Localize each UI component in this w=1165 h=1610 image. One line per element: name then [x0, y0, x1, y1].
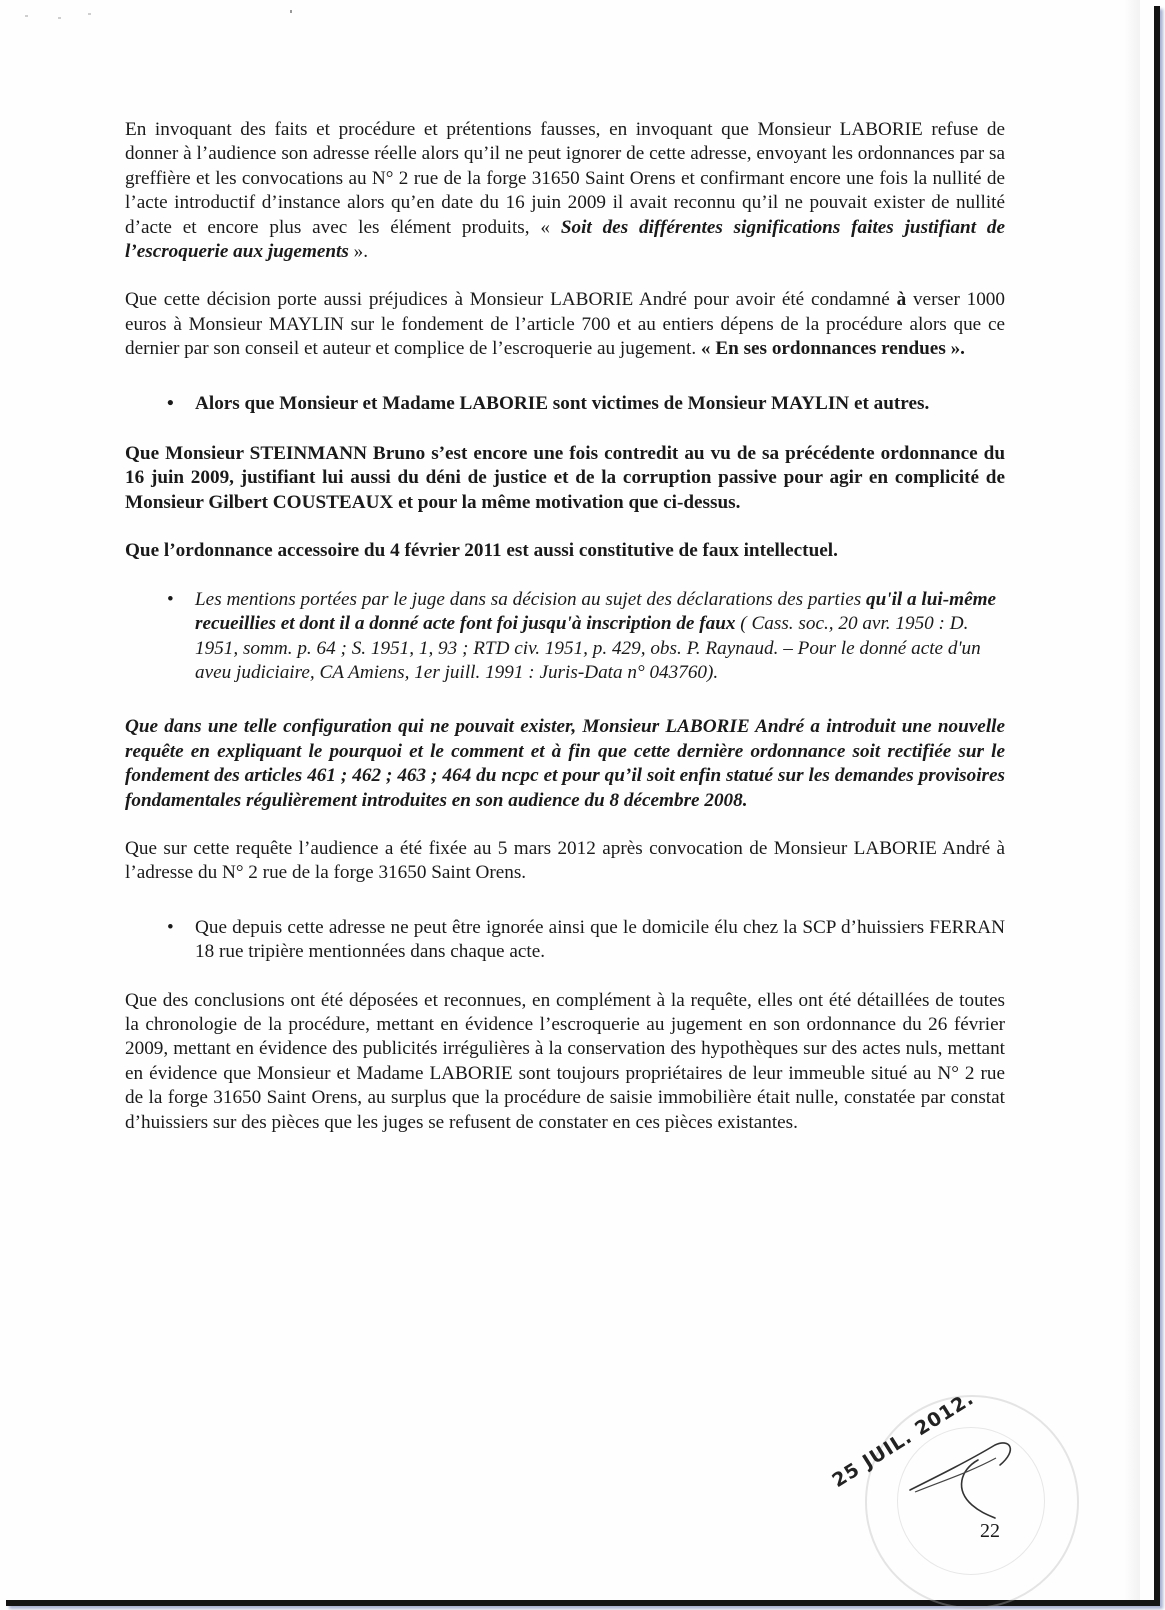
paragraph-1-emphasis: Soit des différentes significations faites justifiant de l’escroquerie aux jugements: [125, 216, 1005, 263]
bullet-item-3-text: Que depuis cette adresse ne peut être ignorée ainsi que le domicile élu chez la SCP d’huissiers FERRAN 18 rue tripière mentionnées dans chaque acte.: [195, 916, 1005, 963]
paragraph-2-text2: verser 1000 euros à Monsieur MAYLIN sur le fondement de l’article 700 et au entiers dépens de la procédure alors que ce dernier par son conseil et auteur et complice de l’escroquerie au jugement.: [125, 289, 1005, 360]
paragraph-1: [125, 118, 1005, 264]
scan-speck: [58, 17, 61, 19]
bullet-icon: •: [167, 392, 174, 414]
bullet-item-1: [125, 392, 1005, 416]
paragraph-2: [125, 288, 1005, 361]
paragraph-1-tail: ».: [348, 241, 369, 263]
scan-speck: [88, 13, 91, 15]
paragraph-7: Que des conclusions ont été déposées et reconnues, en complément à la requête, elles ont été détaillées de toutes la chronologie de la procédure, mettant en évidence l’escroquerie au jugement en son ordonnance du 26 février 2009, mettant en évidence des publicités irrégulières à la conservation des hypothèques sur des actes nuls, mettant en évidence que Monsieur et Madame LABORIE sont toujours propriétaires de leur immeuble situé au N° 2 rue de la forge 31650 Saint Orens, au surplus que la procédure de saisie immobilière était nulle, constatée par constat d’huissiers sur des pièces que les juges se refusent de constater en ces pièces existantes.: [125, 989, 1005, 1133]
paragraph-2-bold-a: à: [896, 289, 907, 311]
bullet-item-2-italic-start: Les mentions portées par le juge dans sa décision au sujet des déclarations des parties: [195, 588, 866, 610]
bullet-item-1-text: Alors que Monsieur et Madame LABORIE sont victimes de Monsieur MAYLIN et autres.: [195, 392, 930, 414]
document-body: [125, 118, 1005, 1159]
signature-icon: [900, 1430, 1020, 1520]
page-number: 22: [980, 1520, 1000, 1542]
page-edge-shading: [1124, 0, 1140, 1600]
scan-speck: [290, 10, 292, 13]
bullet-item-2-bold-italic: qu'il a lui-même recueillies et dont il a donné acte font foi jusqu'à inscription de faux: [195, 588, 997, 635]
bullet-icon: •: [167, 916, 174, 938]
received-date-stamp: 25 JUIL. 2012.: [828, 1387, 978, 1492]
paragraph-2-text: Que cette décision porte aussi préjudices à Monsieur LABORIE André pour avoir été condamné: [125, 289, 897, 311]
paragraph-1-text: En invoquant des faits et procédure et prétentions fausses, en invoquant que Monsieur LABORIE refuse de donner à l’audience son adresse réelle alors qu’il ne peut ignorer de cette adresse, envoyant les ordonnances par sa greffière et les convocations au N° 2 rue de la forge 31650 Saint Orens et confirmant encore une fois la nullité de l’acte introductif d’instance alors qu’en date du 16 juin 2009 il avait reconnu qu’il ne pouvait exister de nullité d’acte et encore plus avec les élément produits, «: [125, 119, 1005, 238]
paragraph-2-emphasis: « En ses ordonnances rendues ».: [700, 338, 965, 360]
scan-speck: [25, 15, 28, 17]
paragraph-6: Que sur cette requête l’audience a été fixée au 5 mars 2012 après convocation de Monsieur LABORIE André à l’adresse du N° 2 rue de la forge 31650 Saint Orens.: [125, 837, 1005, 884]
paragraph-3: Que Monsieur STEINMANN Bruno s’est encore une fois contredit au vu de sa précédente ordonnance du 16 juin 2009, justifiant lui aussi du déni de justice et de la corruption passive pour agir en complicité de Monsieur Gilbert COUSTEAUX et pour la même motivation que ci-dessus.: [125, 443, 1005, 513]
bullet-icon: •: [167, 588, 174, 610]
bullet-item-2-italic-end: ( Cass. soc., 20 avr. 1950 : D. 1951, somm. p. 64 ; S. 1951, 1, 93 ; RTD civ. 1951, p. 429, obs. P. Raynaud. – Pour le donné acte d'un aveu judiciaire, CA Amiens, 1er juill. 1991 : Juris-Data n° 043760).: [195, 613, 981, 683]
paragraph-4: Que l’ordonnance accessoire du 4 février 2011 est aussi constitutive de faux intellectuel.: [125, 540, 838, 562]
bullet-item-2: [125, 588, 1005, 686]
bullet-item-3: [125, 916, 1005, 965]
paragraph-5: Que dans une telle configuration qui ne pouvait exister, Monsieur LABORIE André a introduit une nouvelle requête en expliquant le pourquoi et le comment et à fin que cette dernière ordonnance soit rectifiée sur le fondement des articles 461 ; 462 ; 463 ; 464 du ncpc et pour qu’il soit enfin statué sur les demandes provisoires fondamentales régulièrement introduites en son audience du 8 décembre 2008.: [125, 716, 1005, 811]
